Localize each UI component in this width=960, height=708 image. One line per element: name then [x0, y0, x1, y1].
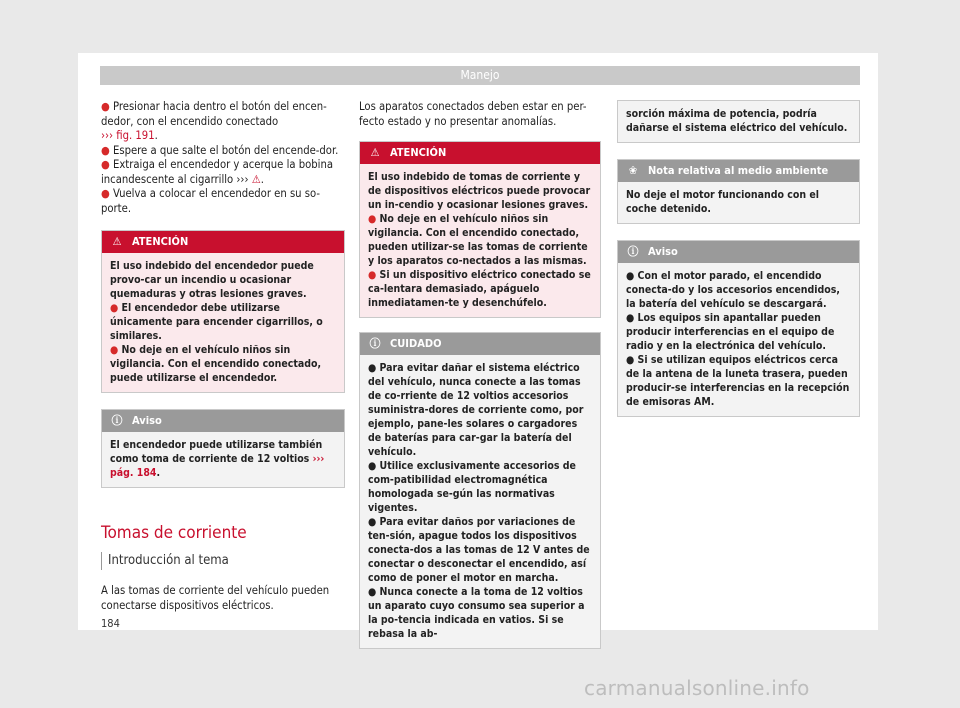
step-3: ● Extraiga el encendedor y acerque la bobina incandescente al cigarrillo ››› ⚠.: [101, 158, 334, 186]
warning-item: ● No deje en el vehículo niños sin vigilancia. Con el encendido conectado, pueden utilizar-se las tomas de corriente y los aparatos co-nectados a las mismas.: [368, 213, 588, 267]
info-icon: ⓘ: [627, 245, 639, 258]
aviso-item: ● Si se utilizan equipos eléctricos cerca de la antena de la luneta trasera, pueden producir-se interferencias en la recepción de emisoras AM.: [626, 354, 850, 408]
section-body: A las tomas de corriente del vehículo pueden conectarse dispositivos eléctricos.: [101, 584, 330, 612]
warning-box-header: ⚠ ATENCIÓN: [102, 231, 344, 253]
header-bar: [100, 66, 860, 85]
aviso-box-sockets: [617, 240, 860, 417]
caution-item: ● Para evitar daños por variaciones de ten-sión, apague todos los dispositivos conecta-dos a las tomas de 12 V antes de conectar o desconectar el encendido, así como de poner el motor en marcha.: [368, 516, 590, 584]
page-header-title: Manejo: [460, 68, 500, 82]
warning-item: ● El encendedor debe utilizarse únicamente para encender cigarrillos, o similares.: [110, 302, 323, 342]
warning-box-body: El uso indebido del encendedor puede provo-car un incendio u ocasionar quemaduras y otras lesiones graves. ● El encendedor debe utilizarse únicamente para encender cigarrillos, o similares. ● No deje en el vehículo niños sin vigilancia. Con el encendido conectado, puede utilizarse el encendedor.: [102, 253, 344, 392]
intro-paragraph: Los aparatos conectados deben estar en per-fecto estado y no presentar anomalías.: [359, 100, 587, 128]
warning-box-body: El uso indebido de tomas de corriente y de dispositivos eléctricos puede provocar un in-cendio y ocasionar lesiones graves. ● No deje en el vehículo niños sin vigilancia. Con el encendido conectado, pueden utilizar-se las tomas de corriente y los aparatos co-nectados a las mismas. ● Si un dispositivo eléctrico conectado se ca-lentara demasiado, apáguelo inmediatamen-te y desenchúfelo.: [360, 164, 600, 317]
section-heading: [101, 522, 345, 570]
aviso-box-body: El encendedor puede utilizarse también como toma de corriente de 12 voltios ››› pág. 184.: [102, 432, 344, 487]
environment-box: [617, 159, 860, 224]
warning-triangle-icon: ⚠: [370, 146, 380, 159]
environment-box-body: No deje el motor funcionando con el coche detenido.: [618, 182, 859, 223]
column-middle: [359, 100, 601, 649]
aviso-box-body: [618, 263, 859, 416]
caution-box: [359, 332, 601, 649]
column-left: [101, 100, 345, 613]
warning-box-header: ⚠ ATENCIÓN: [360, 142, 600, 164]
step-2: ● Espere a que salte el botón del encende-dor.: [101, 143, 339, 157]
warning-item: ● Si un dispositivo eléctrico conectado se ca-lentara demasiado, apáguelo inmediatamen-te y desenchúfelo.: [368, 269, 591, 309]
caution-item: ● Para evitar dañar el sistema eléctrico del vehículo, nunca conecte a las tomas de co-rriente de 12 voltios accesorios suministra-dores de corriente como, por ejemplo, pane-les solares o cargadores de baterías para car-gar la batería del vehículo.: [368, 362, 584, 458]
step-4: ● Vuelva a colocar el encendedor en su so-porte.: [101, 187, 321, 215]
warning-triangle-icon: ⚠: [251, 172, 261, 186]
caution-box-body: [360, 355, 600, 648]
figure-link[interactable]: ››› fig. 191: [101, 129, 155, 142]
caution-continued-body: sorción máxima de potencia, podría dañarse el sistema eléctrico del vehículo.: [618, 101, 859, 142]
warning-box-sockets: [359, 141, 601, 318]
warning-item: ● No deje en el vehículo niños sin vigilancia. Con el encendido conectado, puede utilizarse el encendedor.: [110, 344, 322, 384]
aviso-item: ● Los equipos sin apantallar pueden producir interferencias en el equipo de radio y en la electrónica del vehículo.: [626, 312, 835, 352]
caution-item: ● Utilice exclusivamente accesorios de com-patibilidad electromagnética homologada se-gún las normativas vigentes.: [368, 460, 576, 514]
section-title: Tomas de corriente: [101, 523, 247, 543]
caution-item: ● Nunca conecte a la toma de 12 voltios un aparato cuyo consumo sea superior a la po-tencia indicada en vatios. Si se rebasa la ab-: [368, 586, 585, 640]
column-right: [617, 100, 860, 417]
watermark: carmanualsonline.info: [584, 676, 810, 700]
caution-box-header: ⓘ CUIDADO: [360, 333, 600, 355]
page-link[interactable]: ››› pág. 184: [110, 453, 325, 479]
environment-icon: ❀: [628, 164, 638, 177]
warning-box-lighter: [101, 230, 345, 393]
aviso-box-header: ⓘ Aviso: [102, 410, 344, 432]
page-number: 184: [101, 617, 120, 630]
caution-icon: ⓘ: [369, 337, 381, 350]
caution-box-continued: [617, 100, 860, 143]
aviso-box-lighter: [101, 409, 345, 488]
aviso-item: ● Con el motor parado, el encendido conecta-do y los accesorios encendidos, la batería del vehículo se descargará.: [626, 270, 840, 310]
environment-box-header: ❀ Nota relativa al medio ambiente: [618, 160, 859, 182]
info-icon: ⓘ: [111, 414, 123, 427]
aviso-box-header: ⓘ Aviso: [618, 241, 859, 263]
step-1: ● Presionar hacia dentro el botón del encen-dedor, con el encendido conectado ››› fig. 191.: [101, 100, 327, 142]
warning-triangle-icon: ⚠: [112, 235, 122, 248]
section-subtitle: Introducción al tema: [101, 552, 345, 570]
